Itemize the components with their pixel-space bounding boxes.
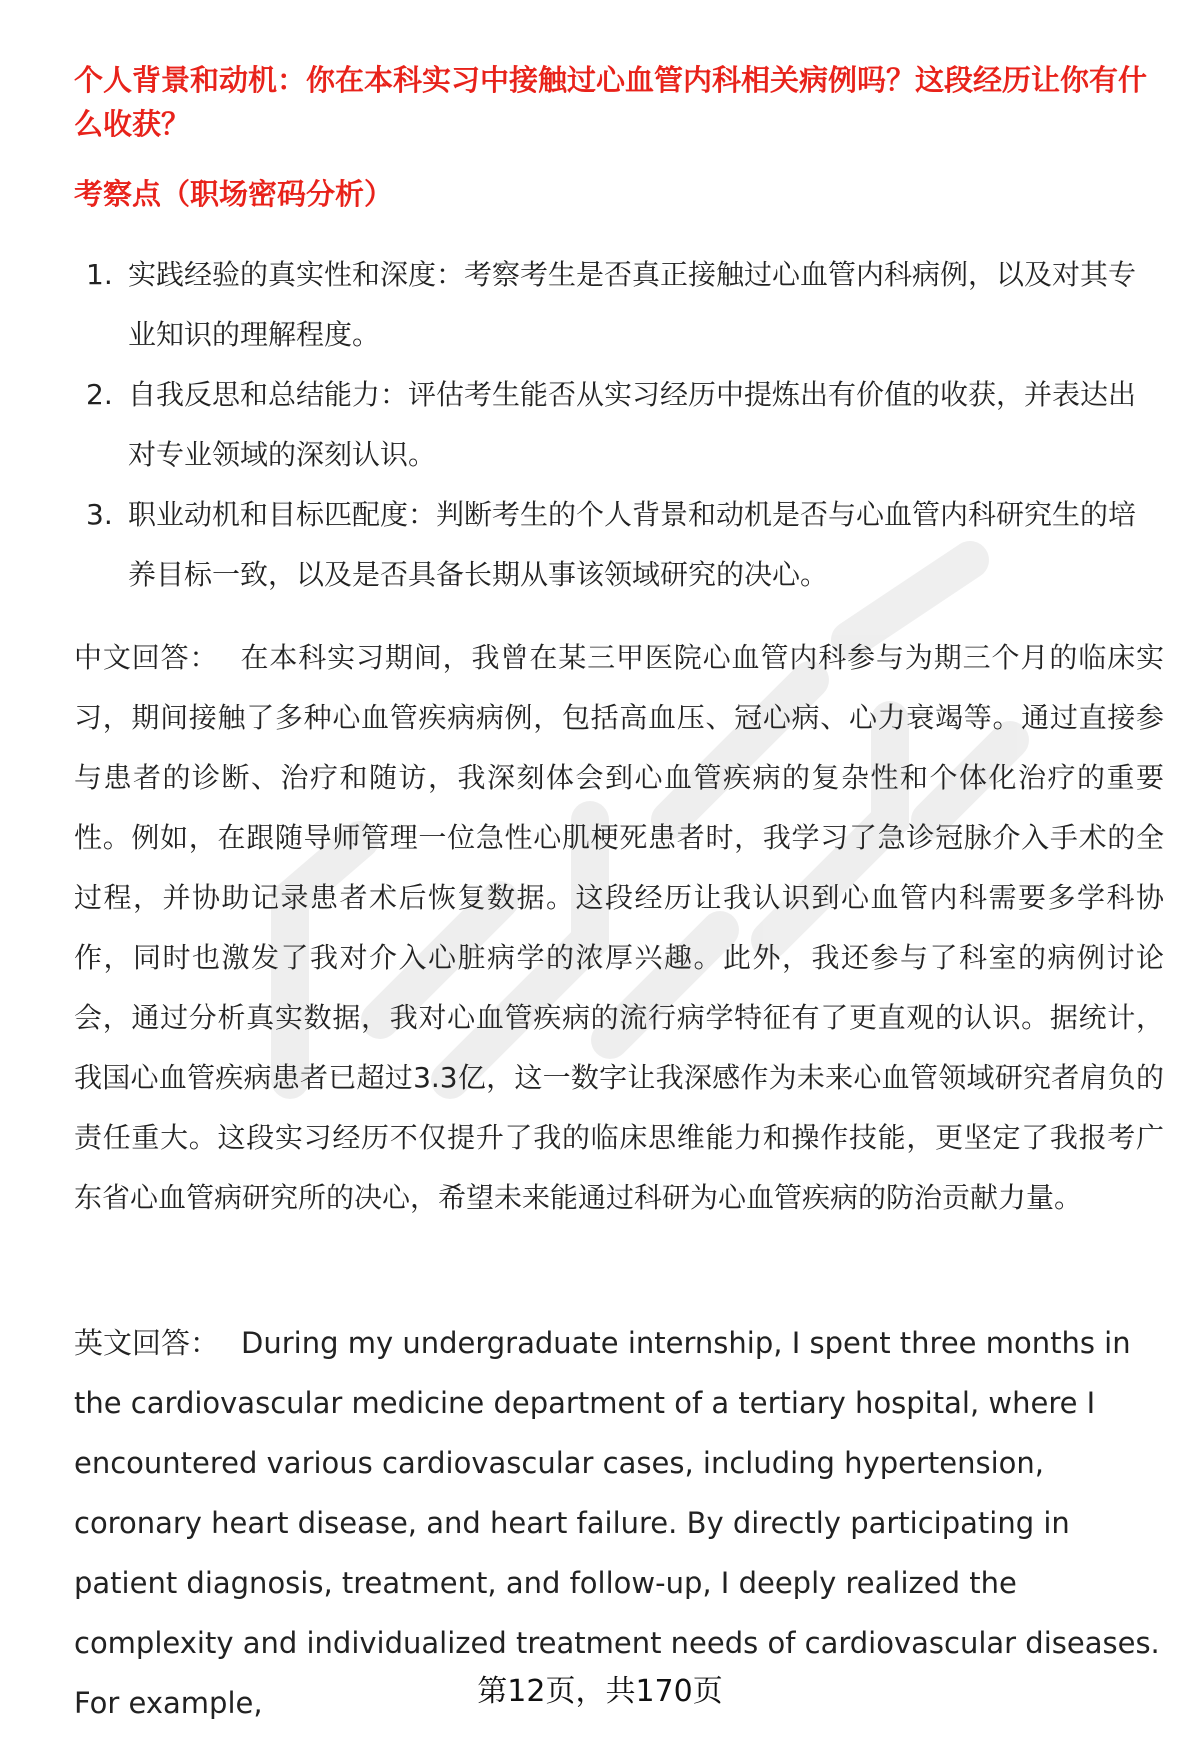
section-title: 考察点（职场密码分析） — [74, 177, 394, 211]
evaluation-points-list — [74, 245, 1154, 605]
list-item — [74, 365, 1154, 485]
chinese-answer — [74, 628, 1164, 1228]
english-answer-text: During my undergraduate internship, I spent three months in the cardiovascular medicine department of a tertiary hospital, where I encountered various cardiovascular cases, including hypertension, coronary heart disease, and heart failure. By directly participating in patient diagnosis, treatment, and follow-up, I deeply realized the complexity and individualized treatment needs of cardiovascular diseases. For example, — [74, 1326, 1160, 1720]
list-item — [74, 245, 1154, 365]
list-item-text: 实践经验的真实性和深度：考察考生是否真正接触过心血管内科病例，以及对其专业知识的理解程度。 — [128, 258, 1137, 351]
list-item-text: 自我反思和总结能力：评估考生能否从实习经历中提炼出有价值的收获，并表达出对专业领域的深刻认识。 — [128, 378, 1137, 471]
list-item — [74, 485, 1154, 605]
chinese-answer-label: 中文回答： — [74, 641, 219, 674]
list-item-text: 职业动机和目标匹配度：判断考生的个人背景和动机是否与心血管内科研究生的培养目标一致，以及是否具备长期从事该领域研究的决心。 — [128, 498, 1137, 591]
chinese-answer-text: 在本科实习期间，我曾在某三甲医院心血管内科参与为期三个月的临床实习，期间接触了多种心血管疾病病例，包括高血压、冠心病、心力衰竭等。通过直接参与患者的诊断、治疗和随访，我深刻体会到心血管疾病的复杂性和个体化治疗的重要性。例如，在跟随导师管理一位急性心肌梗死患者时，我学习了急诊冠脉介入手术的全过程，并协助记录患者术后恢复数据。这段经历让我认识到心血管内科需要多学科协作，同时也激发了我对介入心脏病学的浓厚兴趣。此外，我还参与了科室的病例讨论会，通过分析真实数据，我对心血管疾病的流行病学特征有了更直观的认识。据统计，我国心血管疾病患者已超过3.3亿，这一数字让我深感作为未来心血管领域研究者肩负的责任重大。这段实习经历不仅提升了我的临床思维能力和操作技能，更坚定了我报考广东省心血管病研究所的决心，希望未来能通过科研为心血管疾病的防治贡献力量。 — [74, 641, 1164, 1214]
list-item-number: 3. — [86, 498, 113, 531]
list-item-number: 2. — [86, 378, 113, 411]
list-item-number: 1. — [86, 258, 113, 291]
question-heading: 个人背景和动机：你在本科实习中接触过心血管内科相关病例吗？这段经历让你有什么收获？ — [74, 63, 1148, 141]
english-answer-label: 英文回答： — [74, 1326, 220, 1360]
page-number-footer: 第12页，共170页 — [477, 1674, 723, 1709]
